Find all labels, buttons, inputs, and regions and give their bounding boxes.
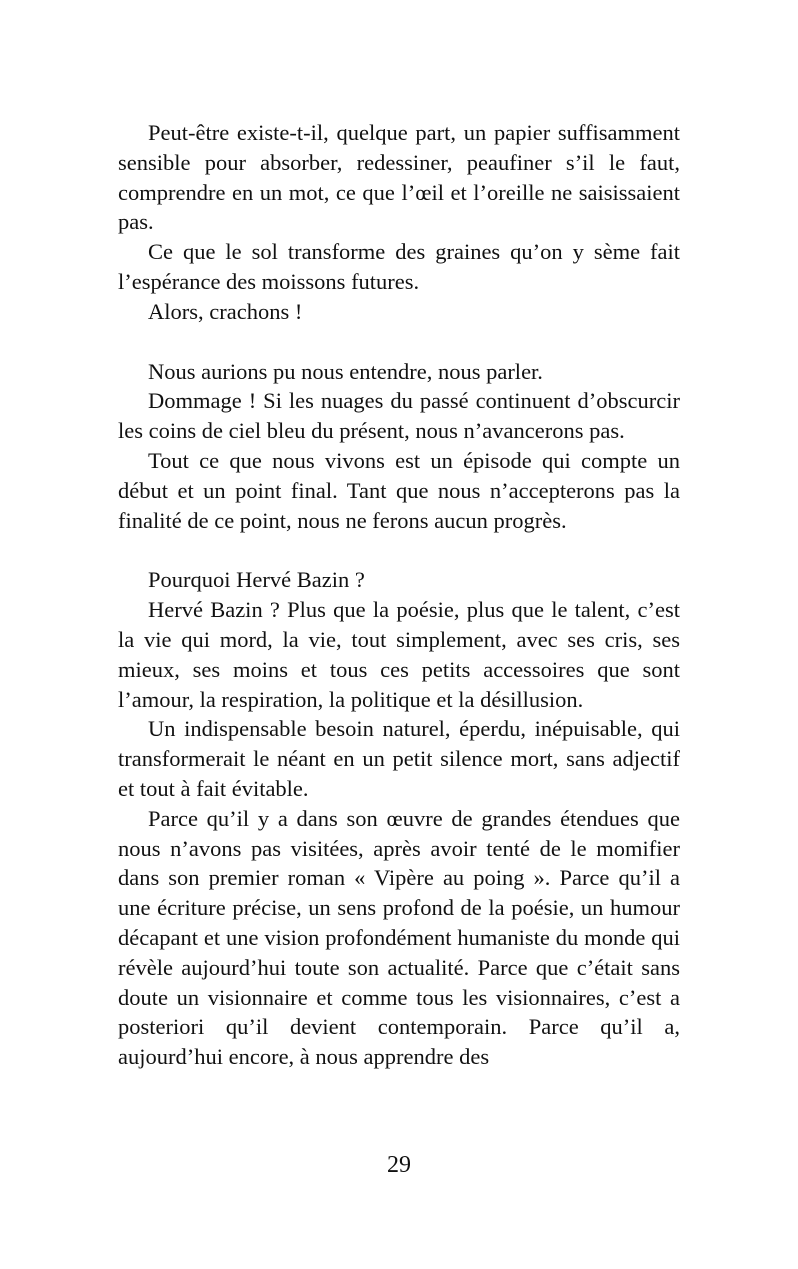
section-1 bbox=[118, 118, 680, 327]
section-3 bbox=[118, 565, 680, 1072]
paragraph: Hervé Bazin ? Plus que la poésie, plus que le talent, c’est la vie qui mord, la vie, tout simplement, avec ses cris, ses mieux, ses moins et tous ces petits accessoires que sont l’amour, la respiration, la politique et la désillusion. bbox=[118, 597, 680, 712]
paragraph: Peut-être existe-t-il, quelque part, un papier suffisamment sensible pour absorber, redessiner, peaufiner s’il le faut, comprendre en un mot, ce que l’œil et l’oreille ne saisissaient pas. bbox=[118, 120, 680, 235]
paragraph: Parce qu’il y a dans son œuvre de grandes étendues que nous n’avons pas visitées, après avoir tenté de le momifier dans son premier roman « Vipère au poing ». Parce qu’il a une écriture précise, un sens profond de la poésie, un humour décapant et une vision profondément humaniste du monde qui révèle aujourd’hui toute son actualité. Parce que c’était sans doute un visionnaire et comme tous les visionnaires, c’est a posteriori qu’il devient contemporain. Parce qu’il a, aujourd’hui encore, à nous apprendre des bbox=[118, 805, 680, 1070]
paragraph: Tout ce que nous vivons est un épisode qui compte un début et un point final. Tant que nous n’accepterons pas la finalité de ce point, nous ne ferons aucun progrès. bbox=[118, 447, 680, 533]
page-number: 29 bbox=[387, 1152, 411, 1178]
section-break bbox=[118, 327, 680, 357]
paragraph: Pourquoi Hervé Bazin ? bbox=[148, 567, 365, 593]
paragraph: Dommage ! Si les nuages du passé continuent d’obscurcir les coins de ciel bleu du présent, nous n’avancerons pas. bbox=[118, 388, 680, 444]
paragraph: Ce que le sol transforme des graines qu’on y sème fait l’espérance des moissons futures. bbox=[118, 239, 680, 294]
section-break bbox=[118, 535, 680, 565]
body-text bbox=[118, 118, 680, 1072]
paragraph: Alors, crachons ! bbox=[148, 298, 303, 324]
paragraph: Nous aurions pu nous entendre, nous parler. bbox=[148, 358, 543, 384]
section-2 bbox=[118, 357, 680, 536]
paragraph: Un indispensable besoin naturel, éperdu, inépuisable, qui transformerait le néant en un petit silence mort, sans adjectif et tout à fait évitable. bbox=[118, 716, 680, 801]
